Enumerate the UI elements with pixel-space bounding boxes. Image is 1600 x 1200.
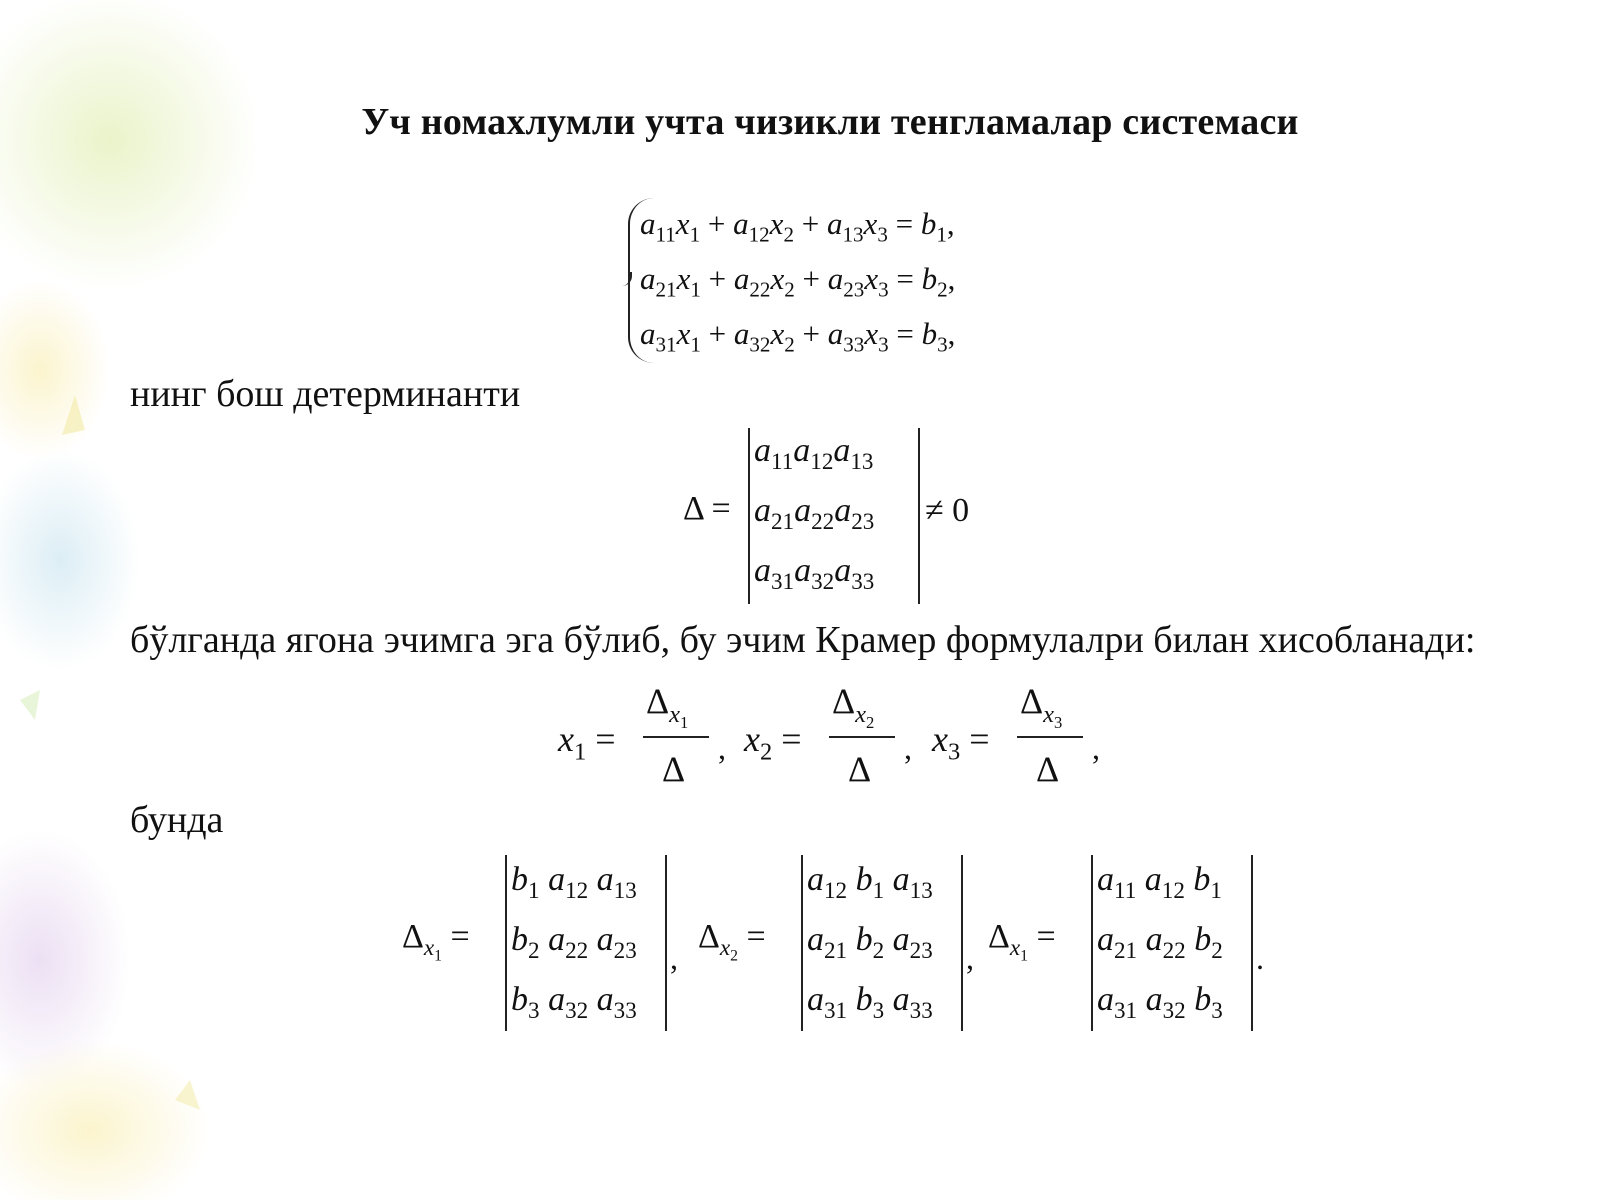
variable-sub: 1 [689,222,701,247]
determinant-entry: $b_1$ [511,861,540,905]
cramer-denominator: Δ [1036,749,1060,789]
operator: , [946,206,955,241]
determinant-entry-sub: 3 [872,998,885,1025]
determinant-entry: $a_{12}$ [807,861,848,905]
sub-determinant-separator: . [1256,940,1264,976]
delta-subscript: x1 [1009,935,1028,965]
operator: + [793,206,827,241]
variable: $x_3$ [864,261,889,302]
coefficient-sub: 13 [842,222,864,247]
determinant-entry: $a_{23}$ [596,921,637,965]
determinant-entry-sub: 22 [565,938,589,965]
determinant-row [807,921,933,965]
operator: + [700,206,734,241]
determinant-entry: $a_{22}$ [794,492,835,536]
determinant-entry-sub: 32 [565,998,589,1025]
coefficient-sub: 33 [843,332,865,357]
determinant-row [754,492,875,536]
equation-system [628,198,1050,363]
determinant-entry: $a_{21}$ [754,492,795,536]
sub-determinant-label [402,918,470,965]
fraction-bar [1017,736,1083,738]
determinant-entry-sub: 12 [810,449,834,476]
variable-sub: 1 [690,277,701,302]
coefficient: $a_{13}$ [826,206,864,247]
variable: $x_2$ [770,316,795,357]
determinant-row [511,921,637,965]
determinant-entry: $b_2$ [855,921,885,965]
operator: = [888,261,922,296]
cramer-separator: , [904,730,912,766]
sub-determinant [801,855,963,1031]
determinant-row [1097,981,1223,1025]
delta-sub-index: 1 [1020,947,1028,965]
determinant-entry-sub: 13 [909,878,933,905]
determinant-entry-sub: 32 [811,569,835,596]
text-cramer-intro: бўлганда ягона эчимга эга бўлиб, бу эчим Крамер формулалри билан хисобланади: [130,619,1476,661]
delta-sub-index: 1 [680,712,689,732]
determinant-entry: $a_{13}$ [833,432,874,476]
cramer-variable: $x_3$ [932,719,961,766]
determinant-entry-sub: 23 [909,938,933,965]
coefficient: $a_{12}$ [733,206,770,247]
operator: = [960,719,990,759]
determinant-row [754,432,874,476]
sub-determinant [505,855,667,1031]
sub-determinant-label [988,918,1056,965]
variable: $x_3$ [863,206,888,247]
determinant-entry-sub: 33 [613,998,637,1025]
coefficient-sub: 22 [749,277,771,302]
coefficient: $a_{22}$ [733,261,771,302]
operator: + [700,261,734,296]
operator: + [794,261,828,296]
coefficient: $a_{33}$ [827,316,865,357]
determinant-entry: $a_{12}$ [548,861,589,905]
delta-sub-index: 2 [866,712,875,732]
determinant-entry: $a_{12}$ [1144,861,1185,905]
operator: = [442,918,470,955]
determinant-entry: $b_2$ [1194,921,1223,965]
cramer-lhs [558,718,616,766]
equation-row [640,316,956,357]
equation-row [640,261,956,302]
determinant-entry-sub: 22 [1162,938,1186,965]
determinant-entry: $a_{11}$ [754,432,794,476]
delta-sub-index: 3 [1054,712,1063,732]
rhs-term-sub: 2 [937,277,948,302]
slide-title: Уч номахлумли учта чизикли тенгламалар системаси [361,101,1299,143]
operator: , [947,261,956,296]
determinant-row [807,981,933,1025]
cramer-variable-sub: 3 [947,738,961,766]
cramer-denominator: Δ [848,749,872,789]
determinant-row [1097,861,1222,905]
variable-sub: 3 [878,332,889,357]
determinant-entry: $b_3$ [511,981,540,1025]
coefficient-sub: 31 [655,332,677,357]
coefficient-sub: 21 [655,277,677,302]
determinant-entry-sub: 12 [565,878,589,905]
variable: $x_3$ [864,316,889,357]
determinant-entry: $a_{31}$ [754,552,795,596]
determinant-row [511,981,637,1025]
variable-sub: 3 [877,222,888,247]
rhs-term: $b_2$ [921,261,948,302]
determinant-entry: $b_3$ [1194,981,1223,1025]
operator: = [1028,918,1056,955]
determinant-entry-sub: 21 [1114,938,1138,965]
determinant-entry-sub: 3 [528,998,540,1025]
operator: , [947,316,956,351]
sub-determinant-separator: , [670,940,678,976]
determinant-entry: $a_{12}$ [793,432,834,476]
operator: + [700,316,734,351]
determinant-entry-sub: 23 [613,938,637,965]
determinant-entry: $a_{13}$ [892,861,933,905]
determinant-entry-sub: 11 [1114,878,1137,905]
delta-sub-index: 1 [434,947,442,965]
variable: $x_2$ [769,206,794,247]
determinant-row [1097,921,1223,965]
rhs-term-sub: 3 [937,332,948,357]
determinant-entry-sub: 3 [1211,998,1223,1025]
text-where: бунда [130,799,224,841]
cramer-separator: , [718,730,726,766]
operator: = [772,719,802,759]
variable: $x_1$ [676,261,701,302]
determinant-entry-sub: 13 [613,878,637,905]
cramer-lhs [744,718,802,766]
determinant-entry: $a_{23}$ [834,492,875,536]
rhs-term: $b_3$ [921,316,948,357]
determinant-entry-sub: 12 [1161,878,1185,905]
main-determinant [748,428,920,604]
determinant-row [511,861,637,905]
variable: $x_1$ [675,206,701,247]
determinant-entry: $a_{33}$ [596,981,637,1025]
rhs-term-sub: 1 [936,222,947,247]
cramer-lhs [932,718,990,766]
variable: $x_1$ [676,316,701,357]
coefficient: $a_{23}$ [827,261,865,302]
delta-symbol: Δ [832,681,856,721]
determinant-entry-sub: 1 [528,878,540,905]
determinant-entry-sub: 12 [824,878,848,905]
delta-symbol: Δ [1020,681,1044,721]
sub-determinant-separator: , [966,940,974,976]
determinant-entry-sub: 32 [1162,998,1186,1025]
variable-sub: 3 [878,277,889,302]
determinant-entry-sub: 23 [851,509,875,536]
cramer-numerator [1020,680,1063,732]
determinant-entry-sub: 31 [1114,998,1138,1025]
operator: = [586,719,616,759]
variable: $x_2$ [770,261,795,302]
coefficient-sub: 11 [655,222,676,247]
determinant-entry: $a_{21}$ [1097,921,1138,965]
cramer-numerator [646,680,689,732]
cramer-separator: , [1092,730,1100,766]
main-determinant-suffix: ≠ 0 [925,492,970,529]
determinant-entry: $a_{13}$ [596,861,637,905]
determinant-entry-sub: 21 [771,509,795,536]
delta-symbol: Δ [698,918,720,955]
delta-symbol: Δ [988,918,1010,955]
determinant-entry-sub: 13 [850,449,874,476]
text-main-determinant: нинг бош детерминанти [130,373,521,415]
determinant-row [807,861,933,905]
fraction-bar [643,736,709,738]
cramer-variable-sub: 1 [573,738,587,766]
coefficient: $a_{32}$ [733,316,771,357]
coefficient: $a_{21}$ [640,261,677,302]
determinant-entry: $a_{22}$ [548,921,589,965]
sub-determinant [1091,855,1253,1031]
equation-row [640,206,955,247]
coefficient-sub: 23 [843,277,865,302]
cramer-variable: $x_2$ [744,719,773,766]
delta-sub-index: 2 [730,947,738,965]
determinant-entry: $a_{21}$ [807,921,848,965]
determinant-entry-sub: 11 [771,449,794,476]
delta-subscript: x2 [855,700,875,732]
delta-symbol: Δ [646,681,670,721]
determinant-entry: $a_{23}$ [892,921,933,965]
determinant-entry: $a_{31}$ [1097,981,1138,1025]
determinant-entry: $a_{33}$ [892,981,933,1025]
determinant-entry-sub: 31 [824,998,848,1025]
determinant-entry-sub: 31 [771,569,795,596]
determinant-row [754,552,875,596]
operator: = [738,918,766,955]
operator: = [887,206,921,241]
rhs-term: $b_1$ [920,206,947,247]
cramer-denominator: Δ [662,749,686,789]
coefficient: $a_{31}$ [640,316,677,357]
brace-icon [621,272,632,286]
determinant-entry-sub: 21 [824,938,848,965]
coefficient-sub: 32 [749,332,771,357]
determinant-entry-sub: 33 [909,998,933,1025]
coefficient: $a_{11}$ [640,206,676,247]
main-determinant-label: Δ = [683,490,731,527]
determinant-entry: $b_1$ [855,861,885,905]
determinant-entry: $b_1$ [1193,861,1222,905]
determinant-entry-sub: 22 [811,509,835,536]
determinant-entry: $a_{32}$ [1145,981,1186,1025]
determinant-entry-sub: 2 [1211,938,1223,965]
cramer-variable: $x_1$ [558,719,587,766]
determinant-entry-sub: 2 [528,938,540,965]
variable-sub: 2 [784,332,795,357]
delta-subscript: x1 [423,935,442,965]
delta-subscript: x3 [1043,700,1063,732]
determinant-entry: $a_{32}$ [548,981,589,1025]
cramer-variable-sub: 2 [759,738,773,766]
determinant-entry: $a_{31}$ [807,981,848,1025]
variable-sub: 2 [784,277,795,302]
determinant-entry: $b_3$ [855,981,885,1025]
fraction-bar [829,736,895,738]
determinant-entry: $a_{33}$ [834,552,875,596]
determinant-entry-sub: 33 [851,569,875,596]
determinant-entry: $a_{32}$ [794,552,835,596]
delta-subscript: x2 [719,935,738,965]
sub-determinant-label [698,918,766,965]
determinant-entry: $b_2$ [511,921,540,965]
delta-subscript: x1 [669,700,689,732]
determinant-entry-sub: 2 [872,938,885,965]
variable-sub: 2 [783,222,794,247]
cramer-numerator [832,680,875,732]
operator: = [888,316,922,351]
delta-symbol: Δ [402,918,424,955]
determinant-entry-sub: 1 [872,878,885,905]
determinant-entry: $a_{22}$ [1145,921,1186,965]
coefficient-sub: 12 [748,222,770,247]
operator: + [794,316,828,351]
determinant-entry-sub: 1 [1210,878,1222,905]
determinant-entry: $a_{11}$ [1097,861,1137,905]
variable-sub: 1 [690,332,701,357]
